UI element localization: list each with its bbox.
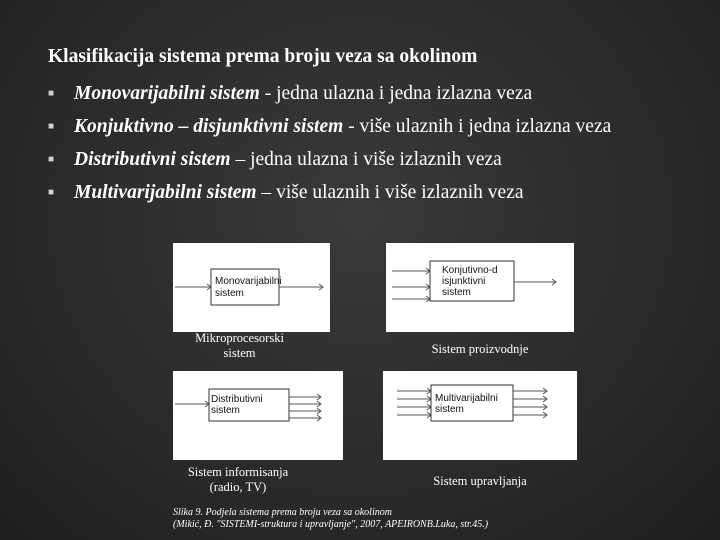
bullet-item (48, 113, 708, 140)
diagram-multivarijabilni (383, 371, 577, 460)
bullet-item (48, 179, 708, 206)
caption-proizvodnje: Sistem proizvodnje (431, 342, 529, 356)
box-label-line: Distributivni (211, 394, 263, 405)
slide-title: Klasifikacija sistema prema broju veza sa okolinom (48, 46, 478, 67)
bullet-marker-icon: ■ (48, 154, 55, 165)
bullet-text: – više ulaznih i više izlaznih veza (256, 182, 524, 203)
box-label-line: sistem (215, 288, 244, 299)
bullet-item (48, 146, 708, 173)
box-label-line: isjunktivni (442, 276, 486, 287)
system-box (211, 269, 279, 305)
bullet-marker-icon: ■ (48, 187, 55, 198)
diagram-svg (386, 243, 574, 332)
box-label-line: Multivarijabilni (435, 393, 498, 404)
bullet-text: - više ulaznih i jedna izlazna veza (343, 116, 612, 137)
diagram-svg (173, 243, 330, 332)
diagram-monovarijabilni (173, 243, 330, 332)
caption-informisanja: Sistem informisanja (radio, TV) (187, 465, 289, 494)
bullet-term: Monovarijabilni sistem (74, 83, 260, 104)
bullet-list (48, 80, 708, 212)
bullet-text: - jedna ulazna i jedna izlazna veza (259, 83, 533, 104)
diagram-konjuktivno-disjunktivni (386, 243, 574, 332)
caption-upravljanja: Sistem upravljanja (433, 474, 527, 488)
bullet-term: Distributivni sistem (74, 149, 231, 170)
caption-mikroprocesorski: Mikroprocesorski sistem (195, 331, 284, 360)
bullet-term: Multivarijabilni sistem (74, 182, 257, 203)
bullet-term: Konjuktivno – disjunktivni sistem (74, 116, 344, 137)
box-label-line: Monovarijabilni (215, 276, 282, 287)
bullet-marker-icon: ■ (48, 88, 55, 99)
box-label-line: sistem (442, 287, 471, 298)
diagram-distributivni (173, 371, 343, 460)
box-label-line: sistem (211, 405, 240, 416)
diagram-svg (173, 371, 343, 460)
figure-note-line: (Mikić, Đ. "SISTEMI-struktura i upravljanje", 2007, APEIRONB.Luka, str.45.) (173, 519, 489, 530)
figure-note-line: Slika 9. Podjela sistema prema broju veza sa okolinom (173, 507, 392, 518)
bullet-text: – jedna ulazna i više izlaznih veza (230, 149, 502, 170)
box-label-line: sistem (435, 404, 464, 415)
diagram-svg (383, 371, 577, 460)
figure-note (173, 507, 488, 531)
bullet-item (48, 80, 708, 107)
bullet-marker-icon: ■ (48, 121, 55, 132)
box-label-line: Konjutivno-d (442, 265, 498, 276)
